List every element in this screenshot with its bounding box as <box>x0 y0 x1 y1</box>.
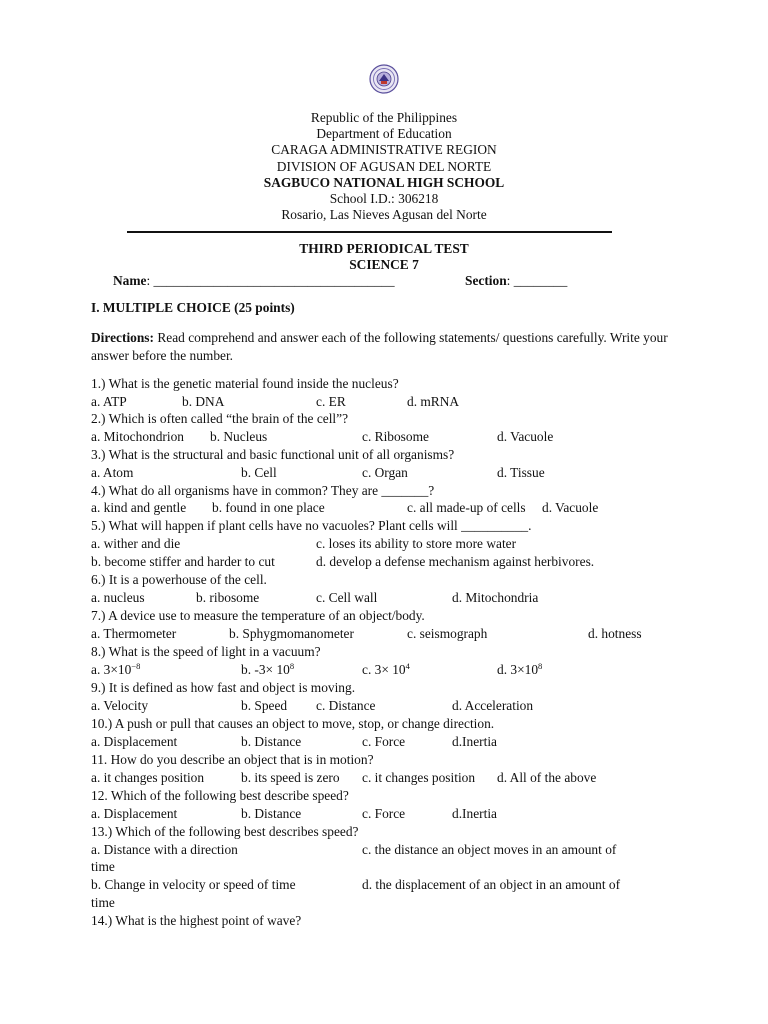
section-label: Section <box>465 273 507 288</box>
directions-label: Directions: <box>91 330 154 345</box>
q8b-exponent: 8 <box>289 661 295 671</box>
q8a-base: a. 3×10 <box>91 662 132 677</box>
question-11: 11. How do you describe an object that is in motion? <box>91 752 374 767</box>
q5-choice-d: d. develop a defense mechanism against herbivores. <box>316 554 595 569</box>
q1-choice-d: d. mRNA <box>407 394 460 409</box>
test-title: THIRD PERIODICAL TEST <box>299 241 469 256</box>
q3-choice-a: a. Atom <box>91 465 134 480</box>
q3-choice-b: b. Cell <box>241 465 277 480</box>
q12-choice-d: d.Inertia <box>452 806 497 821</box>
q7-choice-a: a. Thermometer <box>91 626 177 641</box>
q13-choice-a: a. Distance with a direction <box>91 842 238 857</box>
q8b-base: b. -3× 10 <box>241 662 290 677</box>
q9-choice-b: b. Speed <box>241 698 288 713</box>
question-1: 1.) What is the genetic material found inside the nucleus? <box>91 376 399 391</box>
q1-choice-b: b. DNA <box>182 394 225 409</box>
q4-choice-a: a. kind and gentle <box>91 500 187 515</box>
q2-choice-a: a. Mitochondrion <box>91 429 184 444</box>
q8-choice-b <box>241 662 294 678</box>
q8-choice-c <box>362 662 410 678</box>
header-division: DIVISION OF AGUSAN DEL NORTE <box>276 158 492 174</box>
q4-choice-d: d. Vacuole <box>542 500 599 515</box>
q6-choice-c: c. Cell wall <box>316 590 378 605</box>
q8c-exponent: 4 <box>405 661 410 671</box>
q5-choice-b: b. become stiffer and harder to cut <box>91 554 275 569</box>
q9-choice-a: a. Velocity <box>91 698 149 713</box>
q5-choice-a: a. wither and die <box>91 536 181 551</box>
q13-choice-c: c. the distance an object moves in an amount of <box>362 842 617 857</box>
q13-choice-d: d. the displacement of an object in an amount of <box>362 877 621 892</box>
directions <box>91 329 671 364</box>
q11-choice-d: d. All of the above <box>497 770 597 785</box>
q2-choice-d: d. Vacuole <box>497 429 554 444</box>
question-4: 4.) What do all organisms have in common? They are _______? <box>91 483 435 498</box>
directions-text: Read comprehend and answer each of the following statements/ questions carefully. Write your answer before the number. <box>91 330 668 363</box>
header-department: Department of Education <box>316 126 452 142</box>
q5-choice-c: c. loses its ability to store more water <box>316 536 517 551</box>
q11-choice-c: c. it changes position <box>362 770 476 785</box>
name-blank[interactable]: : ____________________________________ <box>146 273 395 288</box>
q8a-exponent: −8 <box>131 661 141 671</box>
header-region: CARAGA ADMINISTRATIVE REGION <box>271 142 497 158</box>
test-subject: SCIENCE 7 <box>349 257 419 272</box>
q8c-base: c. 3× 10 <box>362 662 406 677</box>
header-address: Rosario, Las Nieves Agusan del Norte <box>281 207 487 223</box>
question-7: 7.) A device use to measure the temperature of an object/body. <box>91 608 425 623</box>
q12-choice-b: b. Distance <box>241 806 302 821</box>
header-school-id: School I.D.: 306218 <box>329 191 439 207</box>
q13-choice-b: b. Change in velocity or speed of time <box>91 877 296 892</box>
q6-choice-b: b. ribosome <box>196 590 260 605</box>
q8-choice-d <box>497 662 542 678</box>
question-12: 12. Which of the following best describe speed? <box>91 788 349 803</box>
q8-choice-a <box>91 662 140 678</box>
section-field[interactable] <box>465 273 567 289</box>
question-9: 9.) It is defined as how fast and object is moving. <box>91 680 356 695</box>
question-13: 13.) Which of the following best describes speed? <box>91 824 359 839</box>
section-blank[interactable]: : ________ <box>506 273 568 288</box>
q6-choice-d: d. Mitochondria <box>452 590 539 605</box>
q3-choice-d: d. Tissue <box>497 465 545 480</box>
q1-choice-c: c. ER <box>316 394 346 409</box>
q11-choice-b: b. its speed is zero <box>241 770 340 785</box>
q3-choice-c: c. Organ <box>362 465 408 480</box>
q13-choice-a-continued: time <box>91 859 115 874</box>
q10-choice-a: a. Displacement <box>91 734 178 749</box>
question-2: 2.) Which is often called “the brain of the cell”? <box>91 411 349 426</box>
q7-choice-b: b. Sphygmomanometer <box>229 626 354 641</box>
question-14: 14.) What is the highest point of wave? <box>91 913 302 928</box>
q11-choice-a: a. it changes position <box>91 770 205 785</box>
q1-choice-a: a. ATP <box>91 394 127 409</box>
q2-choice-b: b. Nucleus <box>210 429 268 444</box>
school-header <box>0 110 768 223</box>
q7-choice-c: c. seismograph <box>407 626 488 641</box>
q2-choice-c: c. Ribosome <box>362 429 429 444</box>
part1-heading: I. MULTIPLE CHOICE (25 points) <box>91 300 295 315</box>
question-3: 3.) What is the structural and basic functional unit of all organisms? <box>91 447 455 462</box>
q13-choice-b-continued: time <box>91 895 115 910</box>
q8d-exponent: 8 <box>538 661 543 671</box>
question-8: 8.) What is the speed of light in a vacuum? <box>91 644 321 659</box>
question-5: 5.) What will happen if plant cells have no vacuoles? Plant cells will __________. <box>91 518 532 533</box>
q9-choice-c: c. Distance <box>316 698 376 713</box>
question-10: 10.) A push or pull that causes an object to move, stop, or change direction. <box>91 716 495 731</box>
q9-choice-d: d. Acceleration <box>452 698 534 713</box>
q10-choice-d: d.Inertia <box>452 734 497 749</box>
q12-choice-c: c. Force <box>362 806 406 821</box>
deped-seal-icon <box>369 64 399 94</box>
header-school-name: SAGBUCO NATIONAL HIGH SCHOOL <box>263 174 505 190</box>
q7-choice-d: d. hotness <box>588 626 642 641</box>
q10-choice-b: b. Distance <box>241 734 302 749</box>
header-republic: Republic of the Philippines <box>310 110 458 125</box>
q10-choice-c: c. Force <box>362 734 406 749</box>
header-divider <box>127 231 612 233</box>
question-6: 6.) It is a powerhouse of the cell. <box>91 572 267 587</box>
test-title-block <box>0 241 768 273</box>
q6-choice-a: a. nucleus <box>91 590 145 605</box>
name-field[interactable] <box>113 273 395 289</box>
q12-choice-a: a. Displacement <box>91 806 178 821</box>
name-label: Name <box>113 273 147 288</box>
q4-choice-c: c. all made-up of cells <box>407 500 526 515</box>
q4-choice-b: b. found in one place <box>212 500 325 515</box>
q8d-base: d. 3×10 <box>497 662 539 677</box>
